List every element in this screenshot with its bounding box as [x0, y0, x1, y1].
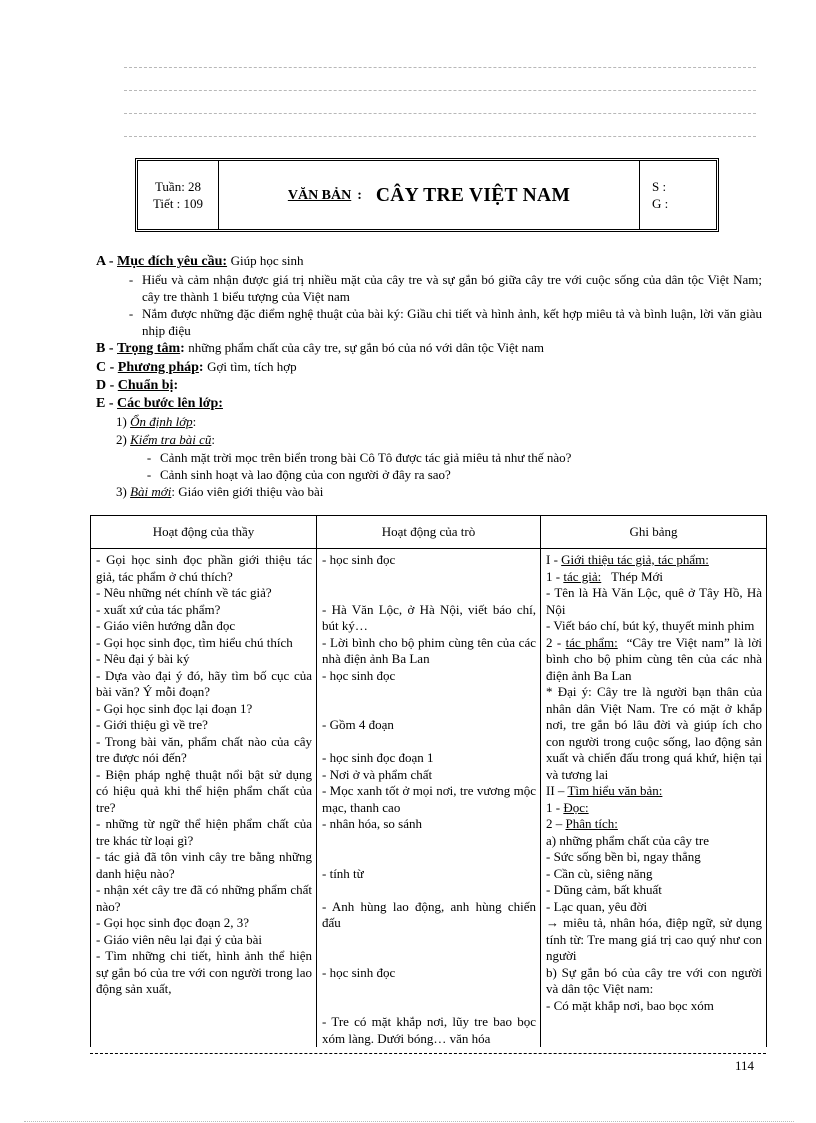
- step-3: 3) Bài mới: Giáo viên giới thiệu vào bài: [116, 484, 324, 499]
- s-date-label: S :: [652, 179, 667, 194]
- period-label: Tiết : 109: [152, 196, 204, 211]
- arrow-icon: →: [546, 915, 559, 930]
- lesson-activity-table: [90, 515, 767, 1047]
- step-1: 1) Ổn định lớp:: [116, 414, 197, 429]
- step-3-title: Bài mới: [130, 484, 172, 499]
- step-2: 2) Kiểm tra bài cũ:: [116, 432, 215, 447]
- lesson-title-cell: [219, 161, 640, 229]
- step-1-title: Ổn định lớp: [130, 414, 193, 429]
- section-e-heading: Các bước lên lớp:: [117, 396, 223, 411]
- section-a-heading: Mục đích yêu cầu:: [117, 254, 228, 269]
- section-e: E - Các bước lên lớp:: [96, 396, 223, 411]
- text-type-label: VĂN BẢN: [287, 187, 352, 203]
- list-item: - Cảnh mặt trời mọc trên biển trong bài Cô Tô được tác giả miêu tả như thế nào?: [146, 450, 572, 465]
- step-2-title: Kiểm tra bài cũ: [130, 432, 212, 447]
- step-3-text: Giáo viên giới thiệu vào bài: [178, 484, 324, 499]
- date-cell: [640, 161, 716, 229]
- list-item: - Nắm được những đặc điểm nghệ thuật của bài ký: Giầu chi tiết và hình ảnh, kết hợp miêu tả và bình luận, lời văn giàu nhịp điệu: [128, 306, 762, 338]
- section-c-heading: Phương pháp: [117, 360, 199, 375]
- section-a: [96, 252, 762, 271]
- header-rule-4: [124, 136, 756, 137]
- list-item: - Cảnh sinh hoạt và lao động của con người ở đây ra sao?: [146, 467, 451, 482]
- section-a-text: Giúp học sinh: [230, 253, 304, 268]
- lesson-header-box: [135, 158, 719, 232]
- page-number: 114: [735, 1058, 755, 1073]
- lesson-content: [96, 252, 762, 501]
- section-b: B - Trọng tâm: những phẩm chất của cây tre, sự gắn bó của nó với dân tộc Việt nam: [96, 340, 544, 356]
- header-rule-3: [124, 113, 756, 114]
- board-notes-cell: I - Giới thiệu tác giả, tác phẩm: 1 - tác giả: Thép Mới - Tên là Hà Văn Lộc, quê ở Tây Hồ, Hà Nội - Viết báo chí, bút ký, thuyết minh phim 2 - tác phẩm: “Cây tre Việt nam” là lời bình cho bộ phim cùng tên của các nhà điện ảnh Ba Lan * Đại ý: Cây tre là người bạn thân của nhân dân Việt Nam. Tre có mặt ở khắp nơi, tre gắn bó lâu đời và giúp ích cho con người trong cuộc sống, lao động sản xuất và chiến đấu trong quá khứ, hiện tại và tương lai II – Tìm hiểu văn bản: 1 - Đọc: 2 – Phân tích: a) những phẩm chất của cây tre - Sức sống bền bỉ, ngay thẳng - Cần cù, siêng năng - Dũng cảm, bất khuất - Lạc quan, yêu đời → miêu tả, nhân hóa, điệp ngữ, sử dụng tính từ: Tre mang giá trị cao quý như con người b) Sự gắn bó của cây tre với con người và dân tộc Việt nam: - Có mặt khắp nơi, bao bọc xóm: [541, 549, 767, 1048]
- week-label: Tuần: 28: [154, 179, 202, 194]
- section-c-text: Gợi tìm, tích hợp: [207, 359, 297, 374]
- table-row: [91, 549, 767, 1048]
- section-b-heading: Trọng tâm: [117, 341, 181, 356]
- column-header: Hoạt động của thầy: [91, 516, 317, 549]
- footer-rule: [90, 1053, 766, 1054]
- section-d: D - Chuẩn bị:: [96, 378, 179, 393]
- section-b-text: những phẩm chất của cây tre, sự gắn bó của nó với dân tộc Việt nam: [188, 340, 544, 355]
- g-date-label: G :: [652, 196, 669, 211]
- teacher-activity-cell: - Gọi học sinh đọc phần giới thiệu tác giả, tác phẩm ở chú thích? - Nêu những nét chính về tác giả? - xuất xứ của tác phẩm? - Giáo viên hướng dẫn đọc - Gọi học sinh đọc, tìm hiểu chú thích - Nêu đại ý bài ký - Dựa vào đại ý đó, hãy tìm bố cục của bài văn? Ý mỗi đoạn? - Gọi học sinh đọc lại đoạn 1? - Giới thiệu gì về tre? - Trong bài văn, phẩm chất nào của cây tre được nói đến? - Biện pháp nghệ thuật nổi bật sử dụng có hiệu quả khi thể hiện phẩm chất của tre? - những từ ngữ thể hiện phẩm chất của tre khác từ loại gì? - tác giả đã tôn vinh cây tre bằng những danh hiệu nào? - nhận xét cây tre đã có những phẩm chất nào? - Gọi học sinh đọc đoạn 2, 3? - Giáo viên nêu lại đại ý của bài - Tìm những chi tiết, hình ảnh thể hiện sự gắn bó của tre với con người trong lao động sản xuất,: [91, 549, 317, 1048]
- text-type-colon: :: [357, 187, 362, 203]
- column-header: Ghi bảng: [541, 516, 767, 549]
- section-a-key: A -: [96, 254, 114, 269]
- list-item: - Hiểu và cảm nhận được giá trị nhiều mặt của cây tre và sự gắn bó giữa cây tre với cuộc sống của dân tộc Việt Nam; cây tre thành 1 biểu tượng của Việt nam: [128, 272, 762, 304]
- lesson-title: CÂY TRE VIỆT NAM: [375, 184, 571, 206]
- header-rule-1: [124, 67, 756, 68]
- section-d-heading: Chuẩn bị: [117, 378, 174, 393]
- column-header: Hoạt động của trò: [317, 516, 541, 549]
- footer-dots: [24, 1121, 794, 1122]
- header-rule-2: [124, 90, 756, 91]
- table-header-row: [91, 516, 767, 549]
- student-activity-cell: - học sinh đọc - Hà Văn Lộc, ở Hà Nội, viết báo chí, bút ký… - Lời bình cho bộ phim cùng tên của các nhà điện ảnh Ba Lan - học sinh đọc - Gồm 4 đoạn - học sinh đọc đoạn 1 - Nơi ở và phẩm chất - Mọc xanh tốt ở mọi nơi, tre vương mộc mạc, thanh cao - nhân hóa, so sánh - tính từ - Anh hùng lao động, anh hùng chiến đấu - học sinh đọc - Tre có mặt khắp nơi, lũy tre bao bọc xóm làng. Dưới bóng… văn hóa: [317, 549, 541, 1048]
- lesson-period-cell: [138, 161, 219, 229]
- section-c: C - Phương pháp: Gợi tìm, tích hợp: [96, 359, 297, 375]
